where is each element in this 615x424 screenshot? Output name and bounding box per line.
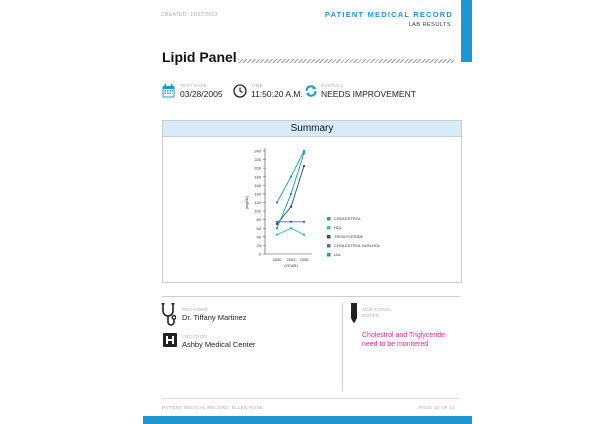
y-tick-label: 200 (254, 165, 261, 171)
title-rule (238, 59, 454, 63)
test-date-value: 03/28/2005 (180, 89, 223, 99)
calendar-icon (162, 84, 175, 98)
y-tick-label: 100 (254, 208, 261, 214)
summary-heading: Summary (163, 121, 461, 137)
overall-value: NEEDS IMPROVEMENT (321, 89, 416, 99)
y-axis-label: (mg/dL) (244, 195, 249, 210)
y-tick-label: 120 (254, 200, 261, 205)
page-title: Lipid Panel (162, 49, 237, 65)
data-point (303, 152, 305, 154)
data-point (290, 176, 292, 178)
data-point (276, 223, 278, 225)
y-tick-label: 140 (254, 191, 261, 197)
data-point (290, 206, 292, 208)
test-date (180, 83, 223, 99)
notes-text: Cholestrol and Triglyceride need to be monitered (362, 332, 445, 348)
report-title: PATIENT MEDICAL RECORD (324, 10, 453, 19)
test-time (251, 83, 303, 99)
location-value: Ashby Medical Center (182, 340, 256, 349)
bottom-accent-bar (143, 416, 472, 424)
legend-swatch (327, 217, 331, 221)
legend-label: CHOLESTROL (334, 216, 362, 221)
legend-label: HDL (334, 225, 343, 230)
legend-label: CHOLESTROL NON-HDL (334, 243, 381, 248)
y-tick-label: 240 (254, 148, 261, 154)
series-line (277, 153, 304, 228)
y-tick-label: 20 (256, 242, 261, 248)
column-divider (342, 303, 343, 391)
x-tick-label: 2005 (299, 257, 309, 262)
overall-label: OVERALL (321, 83, 344, 88)
legend-swatch (327, 244, 331, 248)
y-tick-label: 40 (256, 234, 261, 240)
data-point (303, 150, 305, 152)
legend-swatch (327, 253, 331, 257)
data-point (290, 193, 292, 195)
footer-rule (162, 398, 460, 399)
footer-record: PATIENT MEDICAL RECORD: ELLEN ROSE (162, 405, 264, 410)
data-point (276, 233, 278, 235)
lipid-chart (162, 136, 460, 280)
data-point (303, 221, 305, 223)
y-tick-label: 180 (254, 174, 261, 180)
test-date-label: TEST DATE (180, 83, 208, 88)
x-tick-label: 2000 (272, 257, 282, 262)
provider-label: PROVIDER (182, 307, 208, 312)
y-tick-label: 0 (258, 251, 261, 257)
data-point (290, 221, 292, 223)
data-point (303, 165, 305, 167)
stethoscope-icon (160, 303, 176, 329)
created-date: CREATED: 11/27/2013 (161, 12, 218, 18)
hospital-icon (163, 333, 177, 347)
legend-swatch (327, 226, 331, 230)
y-tick-label: 80 (256, 217, 261, 223)
y-tick-label: 220 (254, 157, 261, 163)
legend-swatch (327, 235, 331, 239)
section-divider (162, 296, 460, 297)
x-tick-label: 2003 (286, 257, 296, 262)
legend-label: LDL (334, 252, 342, 257)
footer-page-number: PAGE 10 OF 13 (419, 405, 456, 410)
time-label: TIME (251, 83, 263, 88)
notes-label-1: ADDITIONAL (362, 307, 393, 312)
report-subtitle: LAB RESULTS (408, 22, 451, 28)
data-point (290, 227, 292, 229)
data-point (276, 201, 278, 203)
clock-icon (233, 84, 247, 98)
refresh-icon (304, 84, 318, 98)
data-point (303, 233, 305, 235)
time-value: 11:50:20 A.M. (251, 89, 303, 99)
legend-label: TRIGLYCERIDE (334, 234, 364, 239)
location-label: LOCATION (182, 334, 208, 339)
data-point (276, 221, 278, 223)
x-axis-label: (YEAR) (284, 263, 298, 268)
overall-status (321, 83, 416, 99)
notes-label-2: NOTES (362, 313, 380, 318)
data-point (276, 227, 278, 229)
y-tick-label: 160 (254, 182, 261, 188)
y-tick-label: 60 (256, 225, 261, 231)
provider-value: Dr. Tiffany Martinez (182, 313, 247, 322)
accent-bar (461, 0, 472, 62)
pen-icon (350, 303, 358, 325)
